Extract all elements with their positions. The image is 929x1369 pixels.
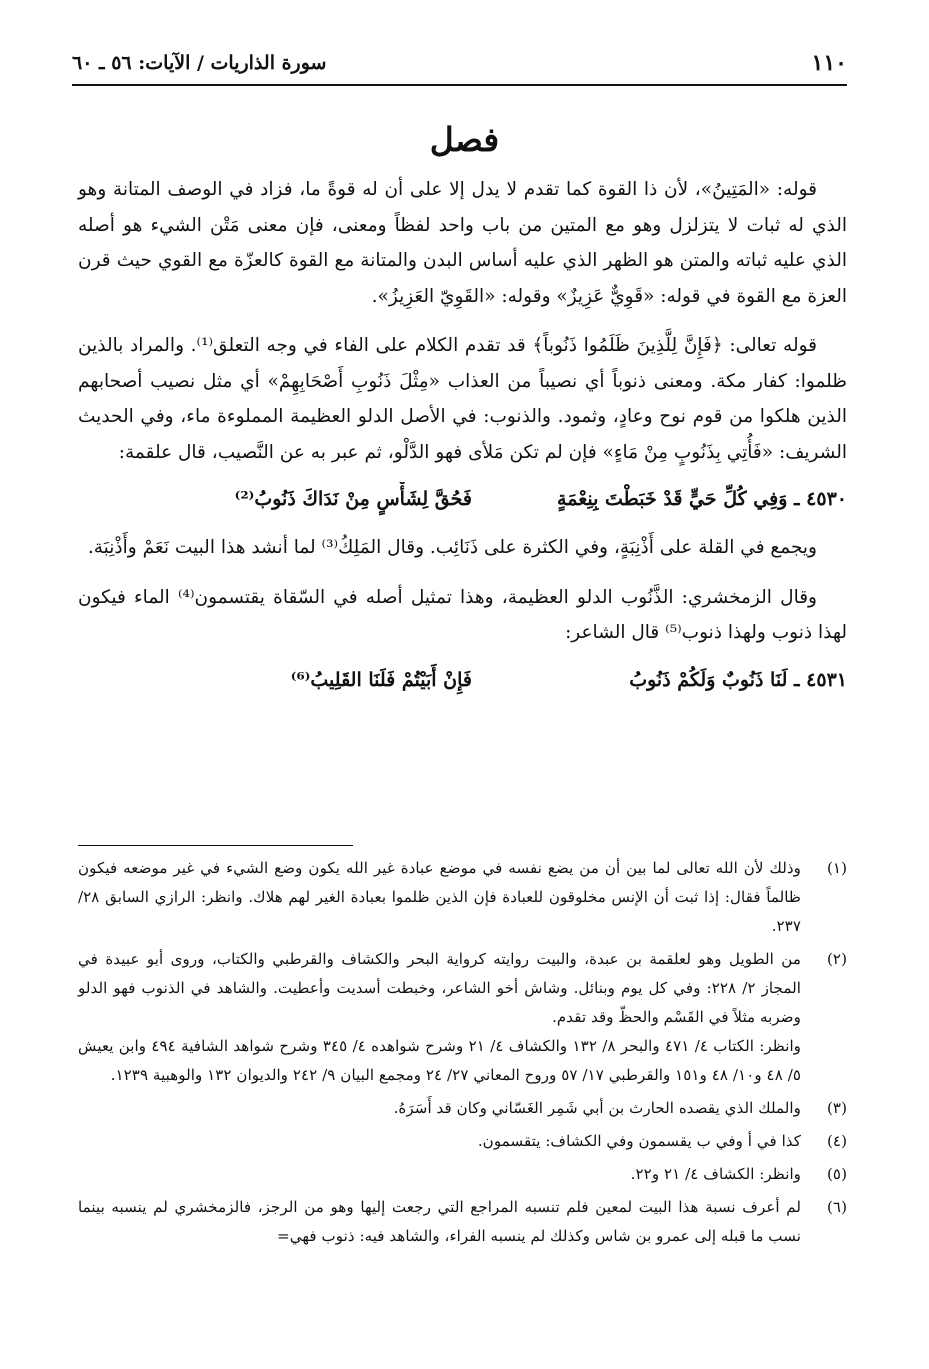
footnote (78, 1193, 847, 1251)
footnote (78, 1127, 847, 1156)
footnote (78, 1160, 847, 1189)
poetry-verse (78, 482, 847, 516)
footnote (78, 854, 847, 941)
footnote-number: (٣) (826, 1099, 847, 1117)
footnote-number: (٤) (826, 1132, 847, 1150)
footnote-text: والملك الذي يقصده الحارث بن أبي شَمِر الغَسّاني وكان قد أَسَرَهُ. (393, 1099, 801, 1117)
footnote (78, 1094, 847, 1123)
footnote-text: لم أعرف نسبة هذا البيت لمعين فلم تنسبه المراجع التي رجعت إليها وهو من الرجز، فالزمخشري لم ينسبه بينما نسب ما قبله إلى عمرو بن شاس وكذلك لم ينسبه الفراء، والشاهد فيه: ذنوب فهي= (78, 1198, 801, 1245)
footnote (78, 945, 847, 1090)
verse-second-half: فَإِنْ أَبَيْتُمْ فَلَنَا القَلِيبُ⁽⁶⁾ (290, 668, 472, 691)
page-number: ١١٠ (811, 50, 847, 76)
running-title: سورة الذاريات / الآيات: ٥٦ ـ ٦٠ (72, 52, 327, 74)
footnote-text: وانظر: الكشاف ٤/ ٢١ و٢٢. (630, 1165, 801, 1183)
paragraph: قوله: «المَتِينُ»، لأن ذا القوة كما تقدم لا يدل إلا على أن له قوةً ما، فزاد في الوصف المتانة وهو الذي له ثبات لا يتزلزل وهو مع المتين من باب واحد لفظاً ومعنى، فإن معنى مَتْن الشيء هو أصله الذي عليه ثباته والمتن هو الظهر الذي عليه أساس البدن والمتانة مع القوة كالعزّة مع القوي حيث قرن العزة مع القوة في قوله: «قَوِيٌّ عَزِيزٌ» وقوله: «القَوِيّ العَزِيزُ». (78, 179, 847, 307)
paragraph: قوله تعالى: ﴿فَإِنَّ لِلَّذِينَ ظَلَمُوا ذَنُوباً﴾ قد تقدم الكلام على الفاء في وجه التعلق⁽¹⁾. والمراد بالذين ظلموا: كفار مكة. ومعنى ذنوباً أي نصيباً من العذاب «مِثْلَ ذَنُوبِ أَصْحَابِهِمْ» أي مثل نصيب أصحابهم الذين هلكوا من قوم نوح وعادٍ، وثمود. والذنوب: في الأصل الدلو العظيمة المملوءة ماء، وفي الحديث الشريف: «فَأُتِي بِذَنُوبٍ مِنْ مَاءٍ» فإن لم تكن مَلأى فهو الدَّلْو، ثم عبر به عن النَّصيب، قال علقمة: (78, 335, 847, 463)
footnote-separator (78, 845, 353, 846)
verse-first-half: ٤٥٣١ ـ لَنَا ذَنُوبٌ وَلَكُمْ ذَنُوبُ (629, 668, 847, 691)
page-header (72, 48, 847, 88)
footnote-number: (٦) (826, 1198, 847, 1216)
footnotes (78, 854, 847, 1255)
paragraph: وقال الزمخشري: الذَّنُوب الدلو العظيمة، وهذا تمثيل أصله في السّقاة يقتسمون⁽⁴⁾ الماء فيكون لهذا ذنوب ولهذا ذنوب⁽⁵⁾ قال الشاعر: (78, 586, 847, 643)
header-rule (72, 84, 847, 86)
section-title: فصل (429, 120, 500, 159)
verse-first-half: ٤٥٣٠ ـ وَفِي كُلِّ حَيٍّ قَدْ خَبَطْتَ بِنِعْمَةٍ (557, 488, 847, 510)
main-text (78, 172, 847, 711)
footnote-text: وانظر: الكتاب ٤/ ٤٧١ والبحر ٨/ ١٣٢ والكشاف ٤/ ٢١ وشرح شواهده ٤/ ٣٤٥ وشرح شواهد الشافية ٤٩٤ وابن يعيش ٥/ ٤٨ و١٠/ ٤٨ و١٥١ والقرطبي ١٧/ ٥٧ وروح المعاني ٢٧/ ٢٤ ومجمع البيان ٩/ ٢٤٢ والديوان ١٣٢ والوهبية ١٢٣٩. (78, 1037, 801, 1084)
footnote-number: (٢) (826, 950, 847, 968)
footnote-text: من الطويل وهو لعلقمة بن عبدة، والبيت روايته كرواية البحر والكشاف والقرطبي والكتاب، وروى أبو عبيدة في المجاز ٢/ ٢٢٨: وفي كل يوم وبنائل. وشاش أخو الشاعر، وخبطت أسديت وأعطيت. والشاهد في الذنوب فهو الدلو وضربه مثلاً في القَسْم والحظّ وقد تقدم. (78, 950, 801, 1026)
footnote-text: وذلك لأن الله تعالى لما بين أن من يضع نفسه في موضع عبادة غير الله يكون وضع الشيء في غير موضعه فيكون ظالماً فقال: إذا ثبت أن الإنس مخلوقون للعبادة فإن الذين ظلموا بعبادة الغير لهم هلاك. وانظر: الرازي السابق ٢٨/ ٢٣٧. (78, 859, 801, 935)
paragraph: ويجمع في القلة على أَذْنِبَةٍ، وفي الكثرة على ذَنَائِب. وقال المَلِكُ⁽³⁾ لما أنشد هذا البيت نَعَمْ وأَذْنِبَة. (87, 537, 817, 558)
poetry-verse (78, 663, 847, 697)
footnote-number: (٥) (826, 1165, 847, 1183)
footnote-number: (١) (826, 859, 847, 877)
footnote-text: كذا في أ وفي ب يقسمون وفي الكشاف: يتقسمون. (477, 1132, 801, 1150)
verse-second-half: فَحُقَّ لِشَأْسٍ مِنْ نَدَاكَ ذَنُوبُ⁽²⁾ (234, 488, 472, 510)
